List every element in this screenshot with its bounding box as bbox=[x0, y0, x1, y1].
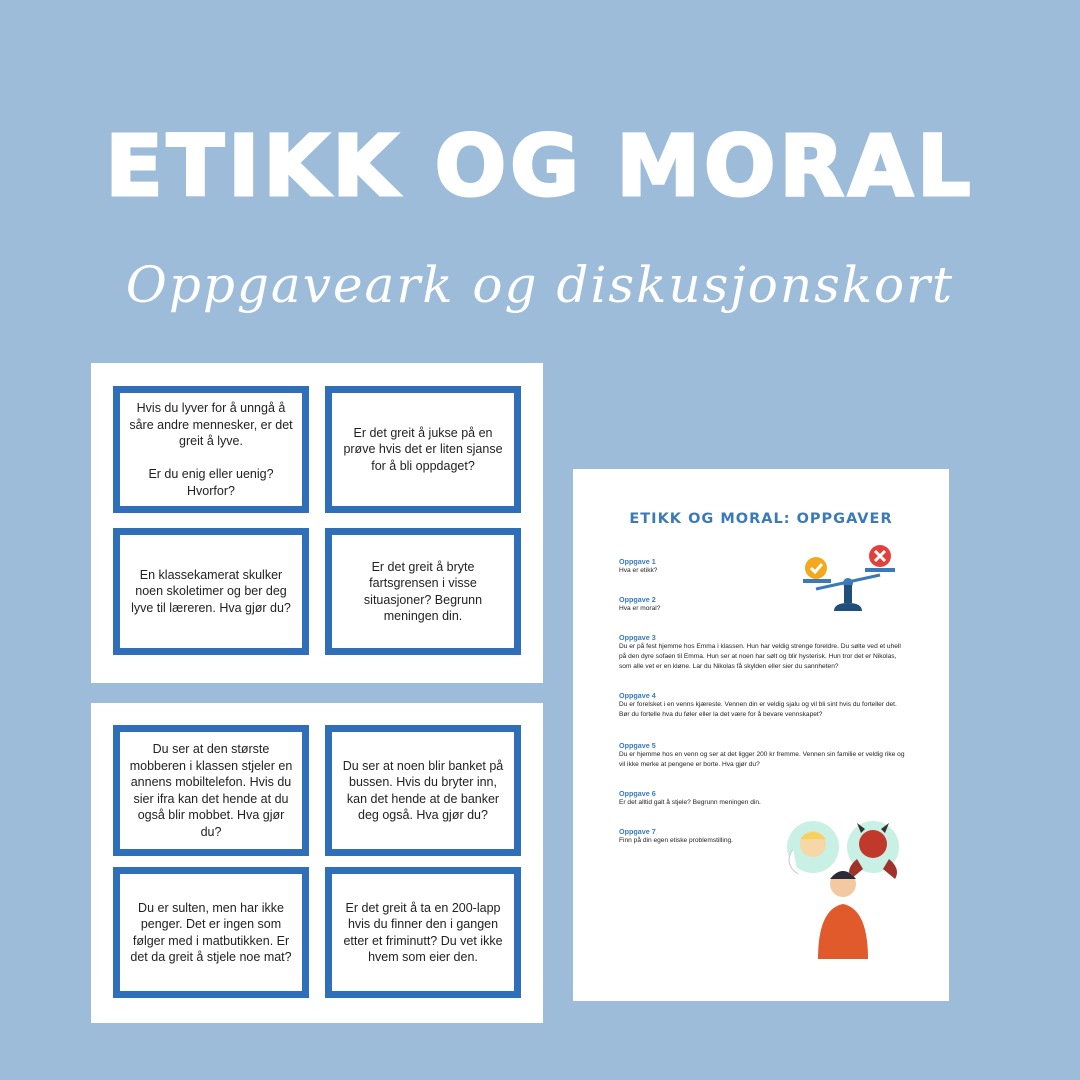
discussion-card: Er det greit å ta en 200-lapp hvis du finner den i gangen etter et friminutt? Du vet ikke hvem som eier den. bbox=[325, 867, 521, 998]
task-text: Er det alltid galt å stjele? Begrunn meningen din. bbox=[619, 799, 761, 806]
task-text: Du er hjemme hos en venn og ser at det ligger 200 kr fremme. Vennen sin familie er veldig rike og vil ikke merke at pengene er borte. Hva gjør du? bbox=[619, 751, 905, 768]
worksheet bbox=[573, 469, 949, 1001]
subtitle: Oppgaveark og diskusjonskort bbox=[125, 256, 955, 314]
task-label: Oppgave 3 bbox=[619, 633, 656, 642]
task-label: Oppgave 6 bbox=[619, 789, 656, 798]
angel-devil-illustration bbox=[773, 819, 913, 964]
task-label: Oppgave 1 bbox=[619, 557, 656, 566]
worksheet-title: ETIKK OG MORAL: OPPGAVER bbox=[629, 511, 893, 527]
task-text: Du er på fest hjemme hos Emma i klassen. Hun har veldig strenge foreldre. Du sølte ved et uhell på den dyre sofaen til Emma. Hun ser at noen har sølt og blir hysterisk. Hun tror det er Nikolas, som alle vet er en kløne. Lar du Nikolas få skylden eller sier du sannheten? bbox=[619, 643, 901, 670]
task-label: Oppgave 7 bbox=[619, 827, 656, 836]
task-text: Finn på din egen etiske problemstilling. bbox=[619, 837, 733, 844]
discussion-card: Er det greit å jukse på en prøve hvis det er liten sjanse for å bli oppdaget? bbox=[325, 386, 521, 513]
card-sheet-1 bbox=[91, 363, 543, 683]
discussion-card: Du ser at noen blir banket på bussen. Hvis du bryter inn, kan det hende at de banker deg også. Hva gjør du? bbox=[325, 725, 521, 856]
task-text: Hva er etikk? bbox=[619, 567, 658, 574]
task-text: Du er forelsket i en venns kjæreste. Vennen din er veldig sjalu og vil bli sint hvis du forteller det. Bør du fortelle hva du føler eller la det være for å bevare vennskapet? bbox=[619, 701, 897, 718]
discussion-card: Hvis du lyver for å unngå å såre andre mennesker, er det greit å lyve. Er du enig eller uenig? Hvorfor? bbox=[113, 386, 309, 513]
card-sheet-2 bbox=[91, 703, 543, 1023]
balance-scale-icon bbox=[798, 541, 898, 616]
task-label: Oppgave 4 bbox=[619, 691, 656, 700]
page-title: ETIKK OG MORAL bbox=[105, 117, 975, 215]
task-text: Hva er moral? bbox=[619, 605, 661, 612]
discussion-card: Du ser at den største mobberen i klassen stjeler en annens mobiltelefon. Hvis du sier ifra kan det hende at du også blir mobbet. Hva gjør du? bbox=[113, 725, 309, 856]
discussion-card: En klassekamerat skulker noen skoletimer og ber deg lyve til læreren. Hva gjør du? bbox=[113, 528, 309, 655]
task-label: Oppgave 5 bbox=[619, 741, 656, 750]
discussion-card: Du er sulten, men har ikke penger. Det er ingen som følger med i matbutikken. Er det da greit å stjele noe mat? bbox=[113, 867, 309, 998]
discussion-card: Er det greit å bryte fartsgrensen i visse situasjoner? Begrunn meningen din. bbox=[325, 528, 521, 655]
task-label: Oppgave 2 bbox=[619, 595, 656, 604]
